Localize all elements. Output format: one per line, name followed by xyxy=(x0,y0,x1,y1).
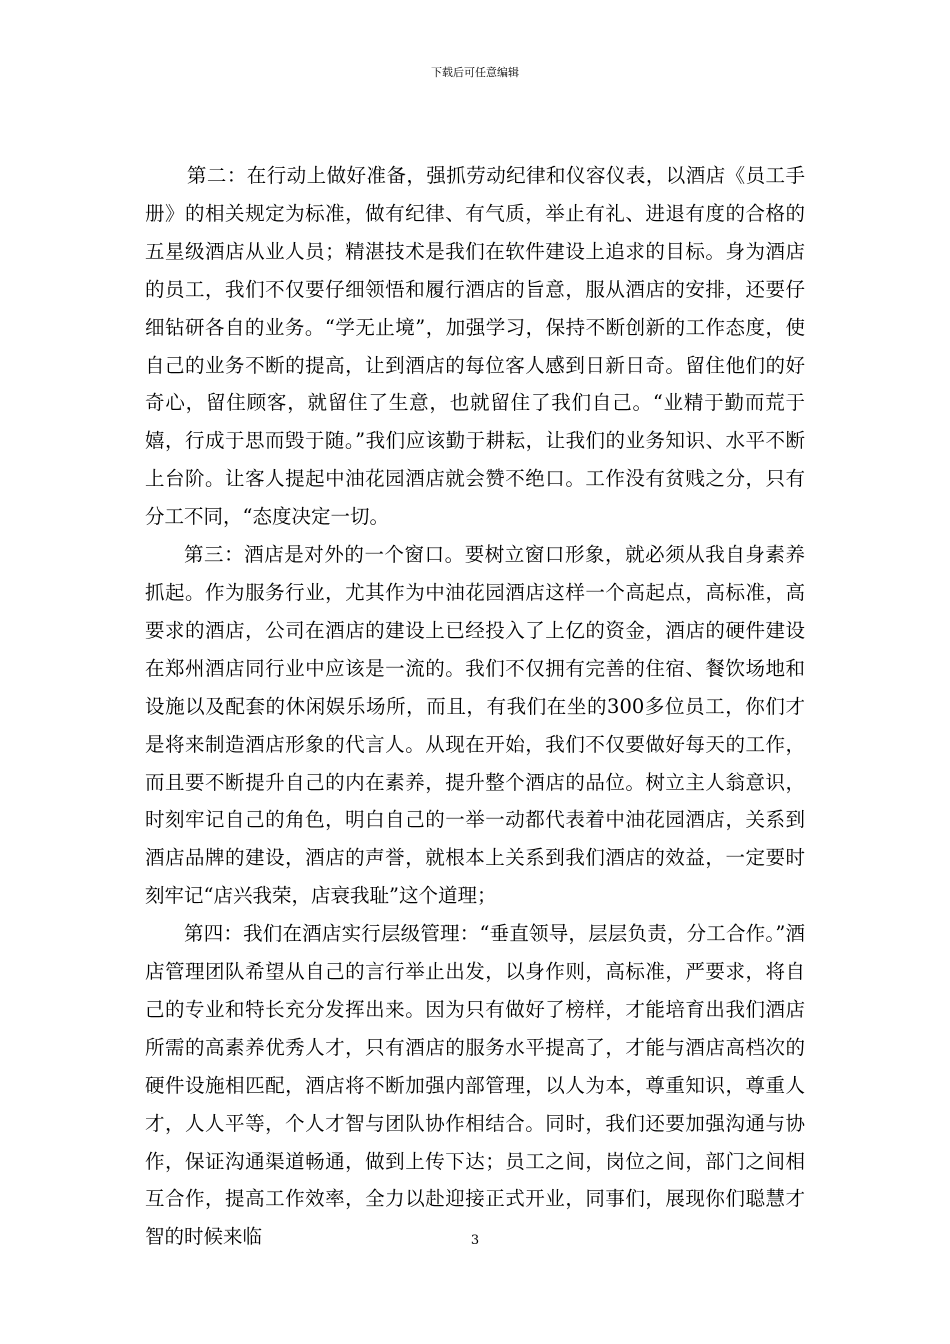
paragraph-2: 第二：在行动上做好准备，强抓劳动纪律和仪容仪表，以酒店《员工手册》的相关规定为标准，做有纪律、有气质，举止有礼、进退有度的合格的五星级酒店从业人员；精湛技术是我们在软件建设上追求的目标。身为酒店的员工，我们不仅要仔细领悟和履行酒店的旨意，服从酒店的安排，还要仔细钻研各自的业务。“学无止境”，加强学习，保持不断创新的工作态度，使自己的业务不断的提高，让到酒店的每位客人感到日新日奇。留住他们的好奇心，留住顾客，就留住了生意，也就留住了我们自己。“业精于勤而荒于嬉，行成于思而毁于随。”我们应该勤于耕耘，让我们的业务知识、水平不断上台阶。让客人提起中油花园酒店就会赞不绝口。工作没有贫贱之分，只有分工不同，“态度决定一切。 xyxy=(145,164,805,529)
document-body xyxy=(145,157,805,1256)
paragraph-4: 第四：我们在酒店实行层级管理：“垂直领导，层层负责，分工合作。”酒店管理团队希望从自己的言行举止出发，以身作则，高标准，严要求，将自己的专业和特长充分发挥出来。因为只有做好了榜样，才能培育出我们酒店所需的高素养优秀人才，只有酒店的服务水平提高了，才能与酒店高档次的硬件设施相匹配，酒店将不断加强内部管理，以人为本，尊重知识，尊重人才，人人平等，个人才智与团队协作相结合。同时，我们还要加强沟通与协作，保证沟通渠道畅通，做到上传下达；员工之间，岗位之间，部门之间相互合作，提高工作效率，全力以赴迎接正式开业，同事们，展现你们聪慧才智的时候来临 xyxy=(145,922,805,1249)
page-number: 3 xyxy=(470,1233,480,1248)
paragraph-3: 第三：酒店是对外的一个窗口。要树立窗口形象，就必须从我自身素养抓起。作为服务行业，尤其作为中油花园酒店这样一个高起点，高标准，高要求的酒店，公司在酒店的建设上已经投入了上亿的资金，酒店的硬件建设在郑州酒店同行业中应该是一流的。我们不仅拥有完善的住宿、餐饮场地和设施以及配套的休闲娱乐场所，而且，有我们在坐的300多位员工，你们才是将来制造酒店形象的代言人。从现在开始，我们不仅要做好每天的工作，而且要不断提升自己的内在素养，提升整个酒店的品位。树立主人翁意识，时刻牢记自己的角色，明白自己的一举一动都代表着中油花园酒店，关系到酒店品牌的建设，酒店的声誉，就根本上关系到我们酒店的效益，一定要时刻牢记“店兴我荣，店衰我耻”这个道理； xyxy=(145,543,805,908)
page-header: 下载后可任意编辑 xyxy=(431,66,519,79)
